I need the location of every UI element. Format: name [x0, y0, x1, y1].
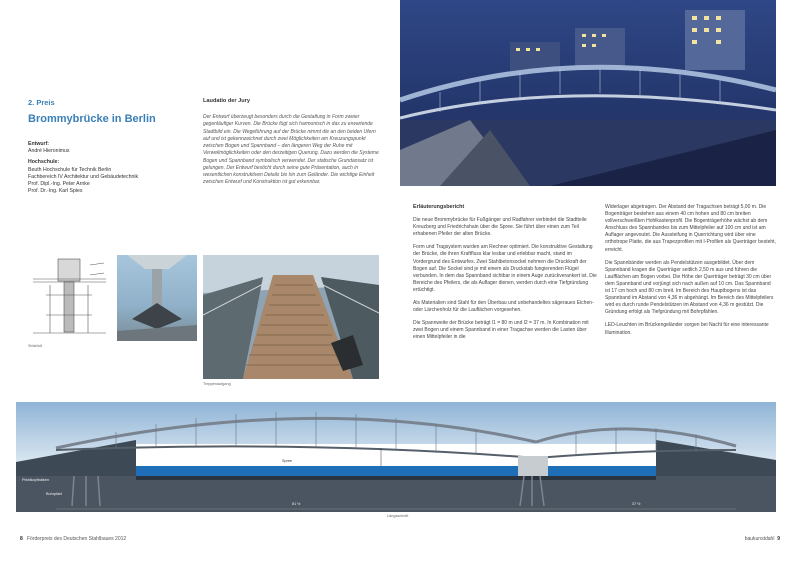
column-foot-render: [117, 255, 197, 341]
report-paragraph: Widerlager abgetragen. Der Abstand der Tragachsen beträgt 5,00 m. Die Bogenträger bestehen aus einem 40 cm hohen und 80 cm breiten vollverschweißten Hohlkastenprofil. Die Bogenträgerhöhe wächst ab dem Anschluss des Spannbandes bis zum Mittelpfeiler auf 100 cm und ist am Auflager angevoutet. Die Aussteifung in Querrichtung wird über eine orthotrope Platte, die aus Trapezprofilen mit I-Profilen als Querträger besteht, erreicht.: [605, 204, 776, 253]
credits-block: [28, 141, 188, 199]
prize-label: 2. Preis: [28, 98, 55, 107]
report-paragraph: Die Spannweite der Brücke beträgt l1 = 80 m und l2 = 37 m. In Kombination mit zwei Bogen und einem Spannband in einer Tragachse werden die Lasten über einen Mittelpfeiler in die: [413, 320, 589, 341]
hochschule-line: Prof. Dr.-Ing. Karl Spies: [28, 188, 83, 195]
elevation-label-pile: Bohrpfahl: [46, 492, 63, 496]
report-paragraph: Als Materialien sind Stahl für den Überbau und unbehandeltes sägeraues Eichen- oder Lärchenholz für die Lauflächen vorgesehen.: [413, 300, 594, 314]
dimension-right: 37 ½: [632, 502, 641, 506]
entwurf-value: André Hieronimus: [28, 148, 70, 155]
report-paragraph: Die Spannbänder werden als Pendelstützen ausgebildet. Über dem Spannband kragen die Querträger seitlich 2,50 m aus und führen die Laufflächen am Bogen vorbei. Die Höhe der Querträger beträgt 30 cm über dem Spannband und vorjüngt sich nach außen auf 10 cm. Das Spannband ist 17 cm hoch und 80 cm breit. Im Bereich des Hauptbogens ist das Spannband im Abstand von 4,36 m abgehängt. Im Bereich des Mittelpfeilers wird es durch runde Pendelstützen im Abstand von 4,36 m gestützt. Die Gründung erfolgt als Tiefgründung mit Bohrpfählen.: [605, 259, 774, 316]
report-paragraph: Form und Tragsystem wurden am Rechner optimiert. Die konstruktive Gestaltung der Brücke, die ihren Kraftfluss klar lesbar und erlebbar macht, stand im Vordergrund des Entwurfes. Zwei Stahlbetonsockel nehmen die Druckkraft der Bogen auf. Die Sockel sind je mit einem als Druckstab fungierenden Flügel verbunden. In dem das Spannband sichtbar in einem Auge zurückverankert ist. Die Bereiche des Pfeilers, die als Auflager dienen, werden durch eine Tiefgründung ertüchtigt.: [413, 244, 597, 293]
hochschule-line: Fachbereich IV Architektur und Gebäudetechnik: [28, 173, 139, 180]
left-page-number: 8: [20, 536, 23, 542]
project-title: Brommybrücke in Berlin: [28, 113, 156, 125]
detail-caption: Stützfuß: [28, 344, 43, 348]
column-detail-drawing: [28, 255, 112, 341]
left-footer-text: Förderpreis des Deutschen Stahlbaues 2012: [26, 536, 127, 542]
report-column-1: [413, 204, 597, 348]
night-bridge-render: [400, 0, 776, 186]
right-footer-text: baukunstdahl: [744, 536, 775, 542]
report-paragraph: LED-Leuchten im Brückengeländer sorgen bei Nacht für eine interessante Illumination.: [605, 322, 769, 336]
stairs-render: [203, 255, 379, 379]
stairs-caption: Treppenaufgang: [203, 382, 231, 386]
jury-text: Der Entwurf überzeugt besonders durch die Gestaltung in Form zweier gegenläufiger Kurven. Die Brücke fügt sich harmonisch in das zu erwartende Stadtbild ein. Die Wegeführung auf der Brücke nimmt die an den beiden Ufern auf und ist gekennzeichnet durch zwei Möglichkeiten am Kreuzungspunkt zwischen Bogen und Spannband – den längeren Weg der Ruhe mit Verweilmöglichkeiten oder den derzeitigen Querung. Dazu werden die Systeme Bogen und Spannband symbolisch verwendet. Der statische Grundansatz ist gelungen. Der Entwurf besticht durch seine gute Präsentation, auch in wesentlichen konstruktiven Details bis hin zum Geländer. Die wichtige Einheit zwischen Entwurf und Konstruktion ist gut erkennbar.: [203, 114, 379, 186]
left-footer: [20, 536, 126, 542]
dimension-left: 81 ½: [292, 502, 301, 506]
elevation-label-pilecap: Pfahlkopfbalken: [22, 478, 50, 482]
right-footer: [745, 536, 780, 542]
report-column-2: [605, 204, 777, 343]
elevation-caption: Längsschnitt: [387, 514, 409, 518]
right-page-number: 9: [777, 536, 780, 542]
bridge-elevation: [16, 402, 776, 512]
hochschule-line: Prof. Dipl.-Ing. Peter Arnke: [28, 181, 90, 188]
jury-heading: Laudatio der Jury: [203, 98, 250, 104]
entwurf-label: Entwurf:: [28, 141, 50, 147]
report-paragraph: Die neue Brommybrücke für Fußgänger und Radfahrer verbindet die Stadtteile Kreuzberg und Friedrichshain über die Spree. Sie führt über einen zum Teil erhabenen Pfeiler der alten Brücke.: [413, 217, 587, 238]
hochschule-label: Hochschule:: [28, 159, 60, 166]
hochschule-line: Beuth Hochschule für Technik Berlin: [28, 166, 112, 173]
report-heading: Erläuterungsbericht: [413, 204, 465, 210]
elevation-label-river: Spree: [282, 459, 293, 463]
